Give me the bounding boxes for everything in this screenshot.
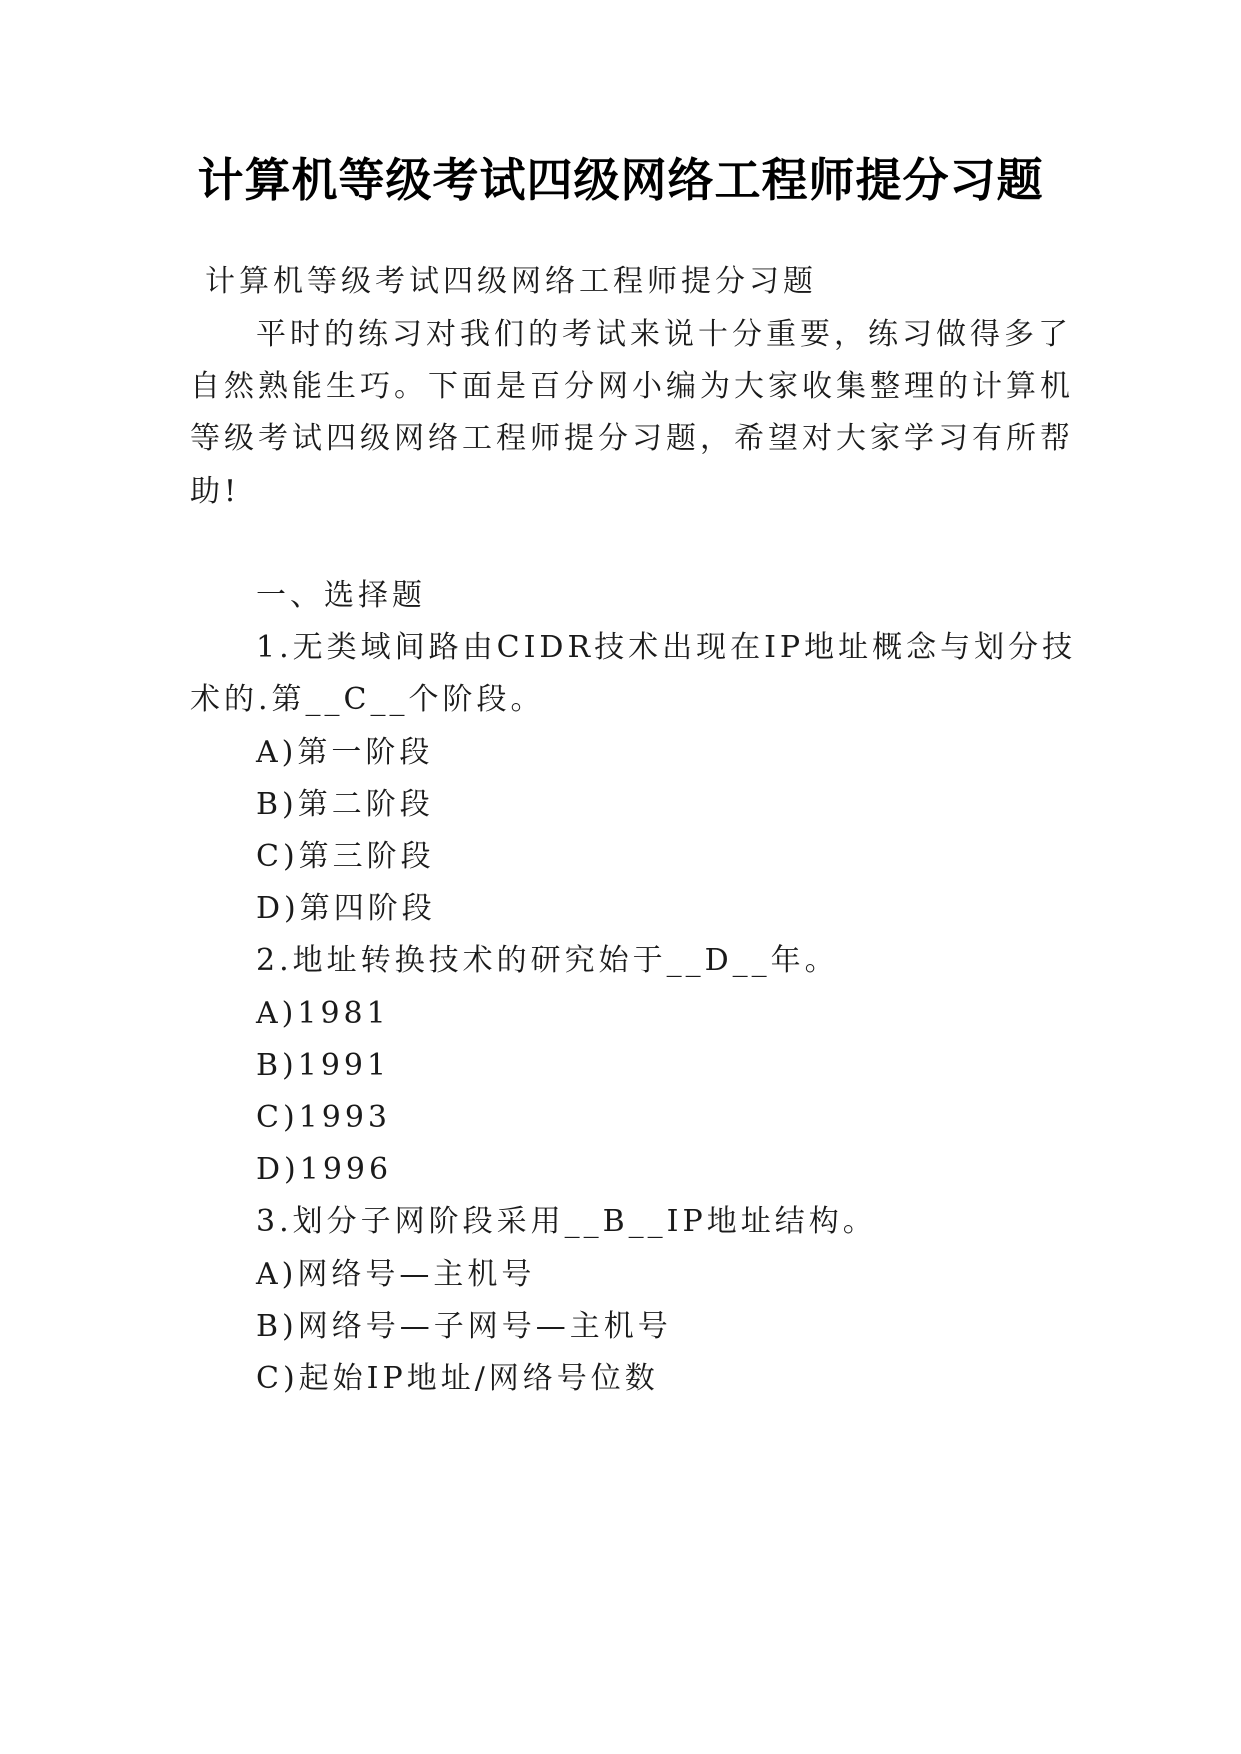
question-2-option-b: B)1991 bbox=[256, 1048, 391, 1083]
question-1-option-d: D)第四阶段 bbox=[256, 891, 436, 926]
section-heading: 一、选择题 bbox=[256, 578, 426, 613]
intro-line-2: 自然熟能生巧。下面是百分网小编为大家收集整理的计算机 bbox=[190, 369, 1074, 404]
question-2-option-a: A)1981 bbox=[256, 996, 390, 1031]
intro-line-3: 等级考试四级网络工程师提分习题，希望对大家学习有所帮 bbox=[190, 421, 1074, 456]
question-2-option-d: D)1996 bbox=[256, 1152, 393, 1187]
question-3-option-b: B)网络号—子网号—主机号 bbox=[256, 1309, 672, 1344]
document-title: 计算机等级考试四级网络工程师提分习题 bbox=[197, 153, 1044, 207]
question-1-line-1: 1.无类域间路由CIDR技术出现在IP地址概念与划分技 bbox=[256, 630, 1077, 665]
question-2-line-1: 2.地址转换技术的研究始于__D__年。 bbox=[256, 943, 839, 978]
question-3-line-1: 3.划分子网阶段采用__B__IP地址结构。 bbox=[256, 1204, 877, 1239]
question-1-option-b: B)第二阶段 bbox=[256, 787, 434, 822]
question-1-option-c: C)第三阶段 bbox=[256, 839, 435, 874]
question-2-option-c: C)1993 bbox=[256, 1100, 392, 1135]
document-subtitle: 计算机等级考试四级网络工程师提分习题 bbox=[205, 264, 817, 299]
intro-line-4: 助! bbox=[190, 474, 241, 509]
question-3-option-c: C)起始IP地址/网络号位数 bbox=[256, 1361, 659, 1396]
question-1-line-2: 术的.第__C__个阶段。 bbox=[190, 682, 545, 717]
question-1-option-a: A)第一阶段 bbox=[256, 735, 434, 770]
question-3-option-a: A)网络号—主机号 bbox=[256, 1257, 536, 1292]
intro-line-1: 平时的练习对我们的考试来说十分重要，练习做得多了 bbox=[256, 317, 1072, 352]
